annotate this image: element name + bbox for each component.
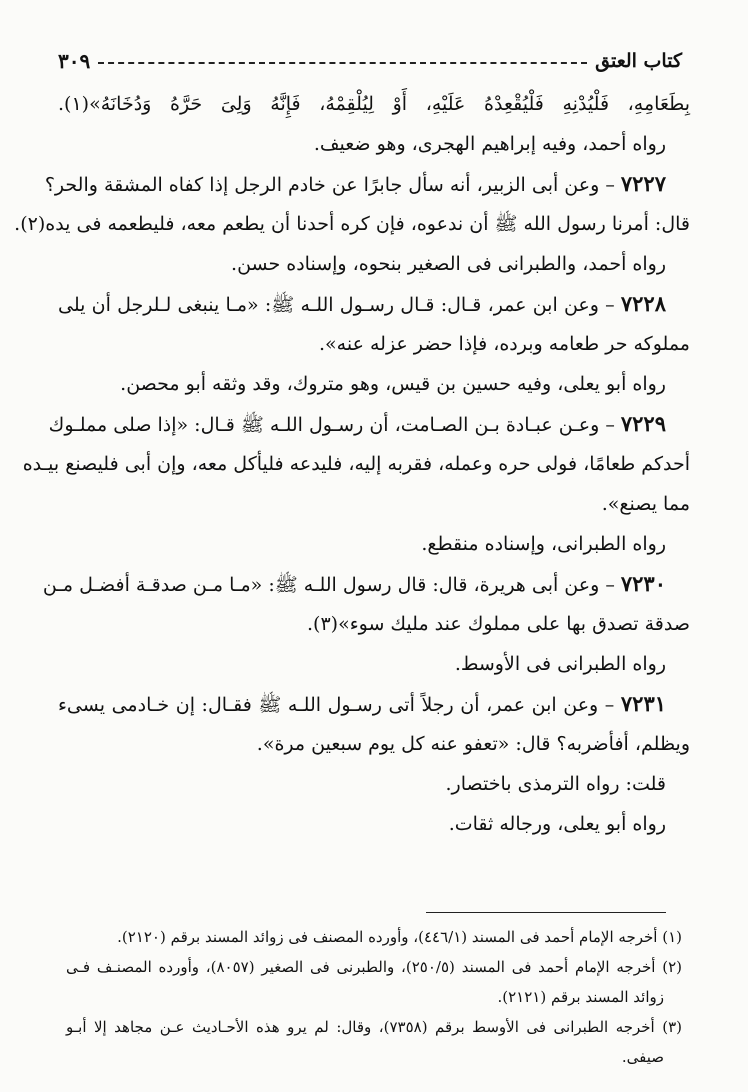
text-line: مما يصنع». xyxy=(601,493,690,515)
main-text xyxy=(14,84,690,844)
text-line: صدقة تصدق بها على مملوك عند مليك سوء»(٣). xyxy=(307,613,690,635)
footnote-2: (٢) أخرجه الإمام أحمد فى المسند (٢٥٠/٥)، والطبرنى فى الصغير (٨٠٥٧)، وأورده المصنـف فـى xyxy=(66,958,683,976)
source-line: رواه الطبرانى، وإسناده منقطع. xyxy=(421,533,666,555)
hadith-7228 xyxy=(58,284,690,324)
hadith-7227 xyxy=(44,164,690,204)
hadith-text: – وعن أبى الزبير، أنه سأل جابرًا عن خادم الرجل إذا كفاه المشقة والحر؟ xyxy=(44,174,615,196)
hadith-7231 xyxy=(58,684,690,724)
page-number: ٣٠٩ xyxy=(58,49,91,73)
source-line: رواه أبو يعلى، ورجاله ثقات. xyxy=(448,813,666,835)
note-line: قلت: رواه الترمذى باختصار. xyxy=(445,773,666,795)
page-header xyxy=(58,44,682,78)
text-line: مملوكه حر طعامه وبرده، فإذا حضر عزله عنه». xyxy=(319,333,690,355)
text-line: بِطَعَامِهِ، فَلْيُدْنِهِ فَلْيُقْعِدْهُ عَلَيْهِ، أَوْ لِيُلْقِمْهُ، فَإِنَّهُ وَلِىَ حَرَّهُ وَدُخَانَهُ»(١). xyxy=(58,93,690,115)
hadith-number: ٧٢٣٠ xyxy=(620,571,666,596)
source-line: رواه أحمد، والطبرانى فى الصغير بنحوه، وإسناده حسن. xyxy=(231,253,666,275)
hadith-number: ٧٢٢٧ xyxy=(620,171,666,196)
hadith-text: – وعن ابن عمر، أن رجلاً أتى رسـول اللـه ﷺ فقـال: إن خـادمى يسىء xyxy=(58,694,615,716)
footnote-3: (٣) أخرجه الطبرانى فى الأوسط برقم (٧٣٥٨)، وقال: لم يرو هذه الأحـاديث عـن مجاهد إلا أبـو xyxy=(66,1018,682,1036)
hadith-number: ٧٢٢٩ xyxy=(620,411,666,436)
footnote-rule xyxy=(426,912,666,913)
text-line: أحدكم طعامًا، فولى حره وعمله، فقربه إليه، فليدعه فليأكل معه، وإن أبى فليصنع بيـده xyxy=(22,453,690,475)
source-line: رواه أحمد، وفيه إبراهيم الهجرى، وهو ضعيف. xyxy=(313,133,666,155)
header-rule xyxy=(98,62,587,64)
hadith-number: ٧٢٣١ xyxy=(620,691,667,716)
hadith-text: – وعـن عبـادة بـن الصـامت، أن رسـول اللـه ﷺ قـال: «إذا صلى مملـوك xyxy=(48,414,615,436)
footnotes xyxy=(66,922,682,1072)
text-line: ويظلم، أفأضربه؟ قال: «تعفو عنه كل يوم سبعين مرة». xyxy=(256,733,690,755)
footnote-2-cont: زوائد المسند برقم (٢١٢١). xyxy=(497,988,664,1006)
running-title: كتاب العتق xyxy=(595,50,682,72)
hadith-text: – وعن أبى هريرة، قال: قال رسول اللـه ﷺ: «مـا مـن صدقـة أفضـل مـن xyxy=(42,574,615,596)
hadith-number: ٧٢٢٨ xyxy=(620,291,666,316)
hadith-7229 xyxy=(48,404,690,444)
source-line: رواه أبو يعلى، وفيه حسين بن قيس، وهو متروك، وقد وثقه أبو محصن. xyxy=(120,373,666,395)
hadith-text: – وعن ابن عمر، قـال: قـال رسـول اللـه ﷺ: «مـا ينبغى لـلرجل أن يلى xyxy=(58,294,615,316)
hadith-7230 xyxy=(42,564,690,604)
footnote-3-cont: صيفى. xyxy=(621,1048,664,1066)
source-line: رواه الطبرانى فى الأوسط. xyxy=(454,653,666,675)
text-line: قال: أمرنا رسول الله ﷺ أن ندعوه، فإن كره أحدنا أن يطعم معه، فليطعمه فى يده(٢). xyxy=(14,213,690,235)
footnote-1: (١) أخرجه الإمام أحمد فى المسند (٤٤٦/١)، وأورده المصنف فى زوائد المسند برقم (٢١٢٠). xyxy=(117,928,682,946)
